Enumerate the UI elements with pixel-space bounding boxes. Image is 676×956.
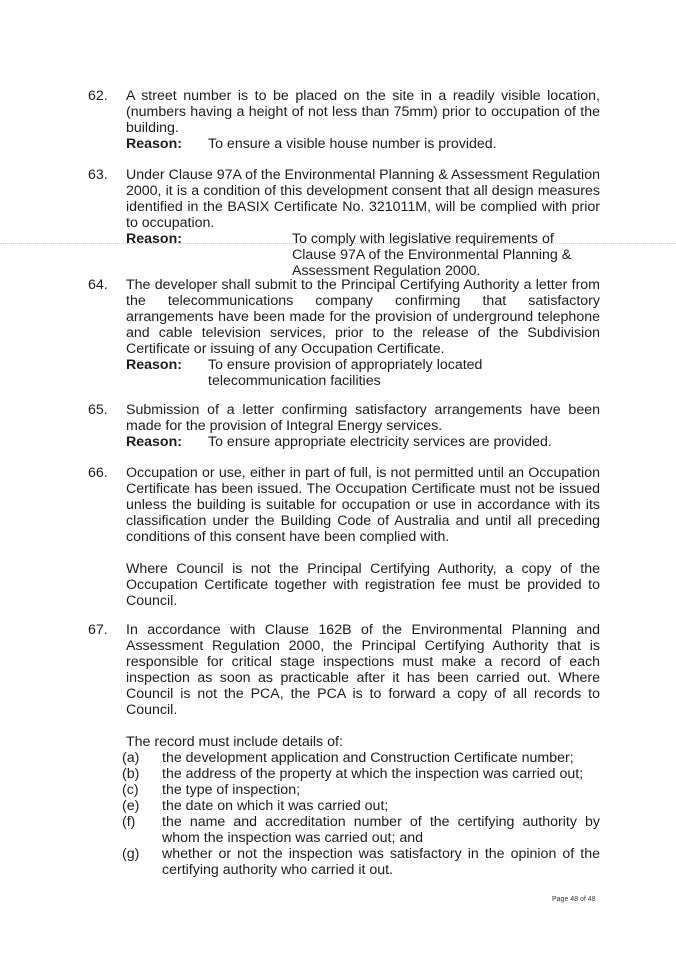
list-label: (c) [122, 782, 139, 798]
condition-text: In accordance with Clause 162B of the Environmental Planning and Assessment Regulation 2000, the Principal Certifying Authority that is responsible for critical stage inspections must make a record of each inspection as soon as practicable after it has been carried out. Where Council is not the PCA, the PCA is to forward a copy of all records to Council. [126, 622, 600, 718]
list-item [122, 766, 600, 782]
reason [126, 136, 600, 152]
list-label: (f) [122, 814, 136, 830]
reason-label: Reason: [126, 136, 182, 152]
condition-text: The record must include details of: [126, 734, 343, 750]
list-item [122, 814, 600, 846]
reason [126, 434, 600, 450]
condition-number: 66. [88, 465, 108, 481]
condition-65 [88, 402, 600, 450]
condition-number: 63. [88, 167, 108, 183]
condition-text: The developer shall submit to the Principal Certifying Authority a letter from the telecommunications company confirming that satisfactory arrangements have been made for the provision of underground telephone and cable television services, prior to the release of the Subdivision Certificate or issuing of any Occupation Certificate. [126, 277, 600, 357]
condition-text: Occupation or use, either in part of full, is not permitted until an Occupation Certificate has been issued. The Occupation Certificate must not be issued unless the building is suitable for occupation or use in accordance with its classification under the Building Code of Australia and until all preceding conditions of this consent have been complied with. [126, 465, 600, 545]
condition-66 [88, 465, 600, 609]
condition-number: 65. [88, 402, 108, 418]
list-text: the type of inspection; [162, 782, 301, 798]
reason-text: To ensure a visible house number is provided. [208, 136, 497, 152]
condition-number: 62. [88, 88, 108, 104]
reason-text: To ensure appropriate electricity services are provided. [208, 434, 552, 450]
reason-text: To comply with legislative requirements of Clause 97A of the Environmental Planning & Assessment Regulation 2000. [292, 231, 572, 279]
condition-67 [88, 622, 600, 878]
page-number: Page 48 of 48 [552, 896, 596, 903]
reason [126, 357, 600, 389]
list-label: (g) [122, 846, 140, 862]
list-text: whether or not the inspection was satisfactory in the opinion of the certifying authority who carried it out. [162, 846, 600, 878]
list-text: the development application and Construction Certificate number; [162, 750, 574, 766]
reason-text: To ensure provision of appropriately located telecommunication facilities [208, 357, 483, 389]
condition-number: 64. [88, 277, 108, 293]
list-label: (a) [122, 750, 140, 766]
condition-text: Submission of a letter confirming satisfactory arrangements have been made for the provision of Integral Energy services. [126, 402, 600, 434]
list-text: the date on which it was carried out; [162, 798, 389, 814]
condition-63 [88, 167, 600, 279]
list-text: the address of the property at which the inspection was carried out; [162, 766, 584, 782]
reason [126, 231, 600, 279]
condition-text: Under Clause 97A of the Environmental Planning & Assessment Regulation 2000, it is a condition of this development consent that all design measures identified in the BASIX Certificate No. 321011M, will be complied with prior to occupation. [126, 167, 600, 231]
condition-62 [88, 88, 600, 152]
reason-label: Reason: [126, 434, 182, 450]
list-text: the name and accreditation number of the certifying authority by whom the inspection was carried out; and [162, 814, 600, 846]
list-item [122, 750, 600, 766]
list-item [122, 846, 600, 878]
list-label: (e) [122, 798, 140, 814]
condition-text: A street number is to be placed on the site in a readily visible location, (numbers having a height of not less than 75mm) prior to occupation of the building. [126, 88, 600, 136]
condition-text: Where Council is not the Principal Certifying Authority, a copy of the Occupation Certificate together with registration fee must be provided to Council. [126, 561, 600, 609]
reason-label: Reason: [126, 357, 182, 373]
reason-label: Reason: [126, 231, 182, 247]
record-details-list [122, 750, 600, 878]
condition-64 [88, 277, 600, 389]
list-item [122, 798, 600, 814]
condition-number: 67. [88, 622, 108, 638]
list-label: (b) [122, 766, 140, 782]
list-item [122, 782, 600, 798]
